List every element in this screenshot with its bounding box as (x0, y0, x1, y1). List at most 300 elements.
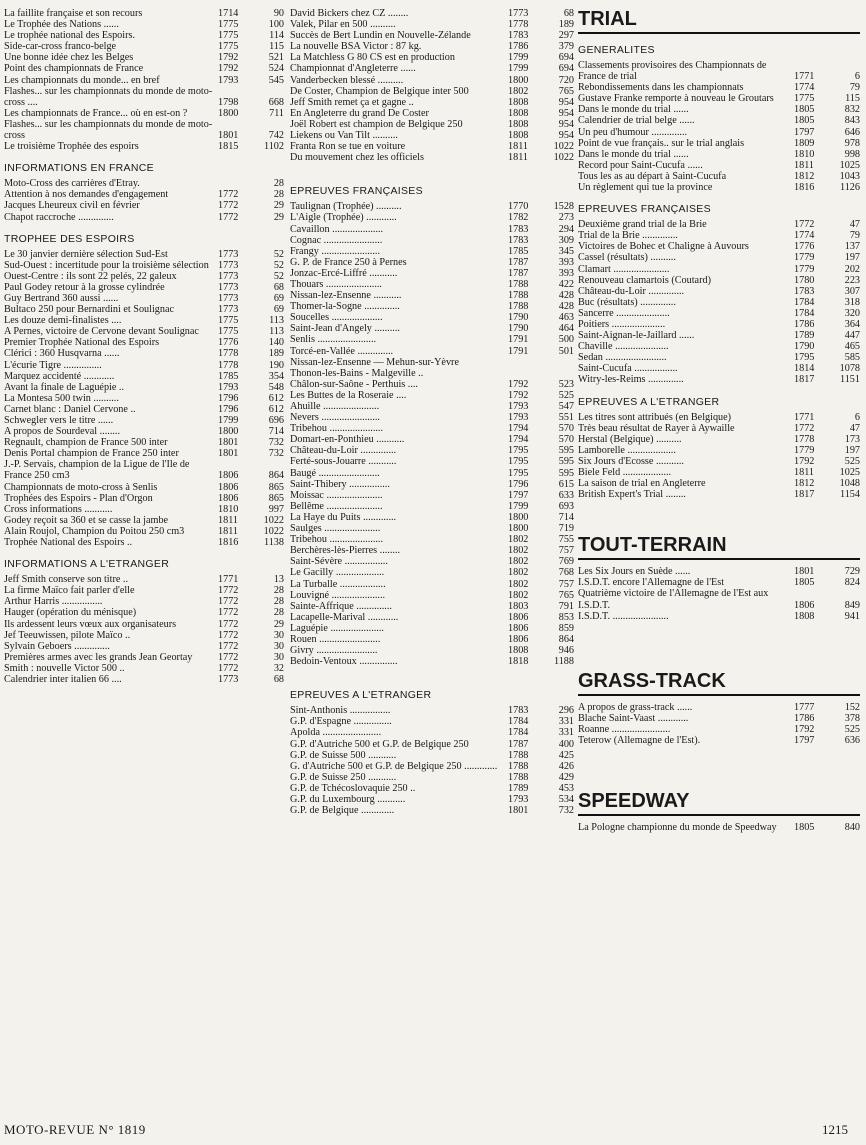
entry-issue-number: 1811 (508, 152, 528, 164)
section-heading: EPREUVES FRANÇAISES (578, 203, 711, 216)
index-entry (290, 86, 574, 97)
entry-page-number: 29 (273, 211, 284, 223)
entry-page-number: 29 (273, 618, 284, 630)
entry-title: L'Aigle (Trophée) ............ (290, 212, 397, 224)
entry-issue-number: 1790 (508, 323, 529, 335)
entry-page-number: 28 (273, 189, 284, 201)
entry-page-number: 464 (558, 323, 574, 335)
entry-title: Point de vue français.. sur le trial anglais (578, 137, 745, 149)
entry-title: G.P. de Suisse 500 ........... (290, 749, 397, 761)
index-entry (290, 75, 574, 86)
entry-issue-number: 1792 (794, 723, 815, 735)
entry-title: Tribehou ..................... (290, 534, 384, 546)
entry-title: Paul Godey retour à la grosse cylindrée (4, 281, 165, 293)
entry-title: Très beau résultat de Rayer à Aywaille (578, 422, 735, 434)
entry-page-number: 545 (268, 74, 284, 86)
entry-issue-number: 1786 (794, 318, 815, 330)
entry-issue-number: 1784 (508, 727, 529, 739)
index-entry (290, 434, 574, 445)
entry-title: La Matchless G 80 CS est en production (290, 52, 455, 64)
entry-issue-number: 1788 (508, 771, 529, 783)
section-heading: GENERALITES (578, 44, 655, 56)
entry-page-number: 612 (268, 392, 284, 404)
entry-issue-number: 1797 (508, 489, 529, 501)
entry-page-number: 524 (268, 63, 284, 75)
entry-page-number: 68 (273, 673, 284, 685)
entry-title: A Pernes, victoire de Cervone devant Soulignac (4, 326, 199, 338)
entry-page-number: 865 (268, 492, 284, 504)
entry-title: Moissac ...................... (290, 489, 383, 501)
entry-issue-number: 1772 (794, 422, 815, 434)
entry-page-number: 152 (844, 701, 860, 713)
entry-issue-number: 1784 (794, 307, 815, 319)
entry-title: Alain Roujol, Champion du Poitou 250 cm3 (4, 525, 185, 537)
entry-issue-number: 1784 (794, 296, 815, 308)
index-entry (578, 93, 860, 104)
heading-rule (578, 694, 860, 696)
index-entry (4, 482, 284, 493)
entry-title: British Expert's Trial ........ (578, 489, 686, 501)
entry-issue-number: 1788 (508, 749, 529, 761)
entry-issue-number: 1778 (218, 359, 239, 371)
entry-page-number: 28 (273, 178, 284, 190)
index-entry (578, 713, 860, 724)
index-entry (290, 456, 574, 467)
heading-rule (578, 32, 860, 34)
entry-page-number: 190 (268, 359, 284, 371)
index-entry (578, 264, 860, 275)
entry-page-number: 140 (268, 337, 284, 349)
entry-title: G.P. de Tchécoslovaquie 250 .. (290, 782, 416, 794)
entry-title: Les Six Jours en Suède ...... (578, 566, 691, 578)
entry-title: Domart-en-Ponthieu ........... (290, 434, 405, 446)
entry-page-number: 393 (558, 256, 574, 268)
entry-page-number: 595 (558, 467, 574, 479)
entry-issue-number: 1793 (508, 794, 529, 805)
index-entry (290, 212, 574, 223)
entry-page-number: 769 (558, 556, 574, 568)
entry-title: Herstal (Belgique) .......... (578, 433, 682, 445)
entry-issue-number: 1808 (508, 645, 529, 657)
index-entry (4, 348, 284, 359)
entry-issue-number: 1800 (218, 107, 239, 119)
section-heading: TROPHEE DES ESPOIRS (4, 232, 135, 245)
entry-issue-number: 1806 (794, 599, 815, 611)
entry-page-number: 28 (273, 607, 284, 619)
entry-issue-number: 1788 (508, 301, 529, 313)
entry-title: Le Trophée des Nations ...... (4, 19, 119, 31)
entry-title: Premier Trophée National des Espoirs (4, 337, 160, 349)
entry-page-number: 719 (558, 523, 574, 535)
entry-title: Ils ardessent leurs vœux aux organisateurs (4, 618, 177, 630)
entry-issue-number: 1790 (508, 312, 529, 324)
entry-title: Schwegler vers le titre ...... (4, 415, 114, 426)
index-entry (4, 75, 284, 86)
index-entry (290, 705, 574, 716)
index-entry (290, 556, 574, 567)
index-entry (578, 352, 860, 363)
index-entry (578, 149, 860, 160)
entry-page-number: 379 (558, 41, 574, 53)
entry-title: Moto-Cross des carrières d'Etray. (4, 178, 140, 190)
entry-issue-number: 1811 (508, 141, 528, 153)
entry-title: Championnat d'Angleterre ...... (290, 63, 416, 75)
entry-issue-number: 1783 (794, 285, 815, 297)
entry-issue-number: 1794 (508, 423, 529, 435)
index-entry (290, 739, 574, 750)
entry-page-number: 525 (558, 389, 574, 401)
entry-issue-number: 1772 (218, 640, 239, 652)
entry-issue-number: 1773 (218, 259, 239, 271)
entry-title: Tribehou ..................... (290, 423, 384, 435)
entry-page-number: 864 (558, 633, 574, 645)
index-entry (4, 515, 284, 526)
entry-page-number: 354 (268, 370, 284, 382)
entry-page-number: 465 (844, 341, 860, 353)
entry-issue-number: 1786 (794, 712, 815, 724)
entry-title: Tous les as au départ à Saint-Cucufa (578, 170, 727, 182)
index-entry (290, 312, 574, 323)
index-entry (290, 19, 574, 30)
entry-page-number: 570 (558, 434, 574, 446)
index-entry (290, 290, 574, 301)
entry-page-number: 525 (844, 723, 860, 735)
index-entry (290, 567, 574, 578)
entry-title: Les Buttes de la Roseraie .... (290, 389, 407, 401)
entry-page-number: 429 (558, 771, 574, 783)
entry-title: Nevers ....................... (290, 412, 380, 424)
index-entry (578, 434, 860, 445)
entry-issue-number: 1772 (218, 585, 239, 597)
entry-page-number: 115 (845, 93, 860, 105)
entry-issue-number: 1778 (508, 19, 529, 31)
entry-title: Marquez accidenté ............ (4, 370, 115, 382)
index-entry (290, 468, 574, 479)
entry-page-number: 548 (268, 381, 284, 393)
index-entry (290, 412, 574, 423)
entry-page-number: 100 (268, 19, 284, 31)
entry-page-number: 90 (273, 8, 284, 19)
index-entry (290, 201, 574, 212)
entry-page-number: 525 (844, 455, 860, 467)
entry-issue-number: 1802 (508, 545, 529, 557)
entry-issue-number: 1772 (794, 219, 815, 231)
category-heading-block (578, 8, 860, 34)
index-entry (578, 308, 860, 319)
entry-title: Les championnats du monde... en bref (4, 74, 160, 86)
entry-page-number: 843 (844, 115, 860, 127)
index-entry (290, 716, 574, 727)
entry-title: Ouest-Centre : ils sont 22 pelés, 22 galeux (4, 270, 177, 282)
entry-page-number: 345 (558, 245, 574, 257)
entry-title: Dans le monde du trial ...... (578, 104, 689, 116)
entry-page-number: 864 (268, 470, 284, 482)
category-heading: TRIAL (578, 8, 637, 30)
index-entry (4, 448, 284, 459)
entry-page-number: 28 (273, 596, 284, 608)
index-entry (4, 607, 284, 618)
entry-page-number: 32 (273, 662, 284, 674)
entry-issue-number: 1772 (218, 618, 239, 630)
entry-page-number: 732 (268, 448, 284, 460)
entry-page-number: 612 (268, 403, 284, 415)
entry-page-number: 28 (273, 585, 284, 597)
entry-page-number: 757 (558, 545, 574, 557)
entry-page-number: 6 (854, 71, 860, 83)
entry-issue-number: 1783 (508, 30, 529, 42)
entry-title: Soucelles .................... (290, 312, 383, 324)
entry-title: Sedan ........................ (578, 352, 667, 364)
entry-issue-number: 1803 (508, 600, 529, 612)
entry-title: Victoires de Bohec et Chaligne à Auvours (578, 241, 749, 253)
entry-page-number: 428 (558, 301, 574, 313)
entry-issue-number: 1796 (218, 403, 239, 415)
index-entry (4, 141, 284, 152)
index-entry (578, 445, 860, 456)
entry-issue-number: 1802 (508, 85, 529, 97)
entry-issue-number: 1789 (508, 782, 529, 794)
entry-page-number: 331 (558, 716, 574, 728)
entry-page-number: 1022 (263, 514, 284, 526)
entry-page-number: 1151 (840, 374, 860, 386)
entry-issue-number: 1801 (508, 805, 529, 817)
entry-page-number: 13 (273, 574, 284, 586)
index-entry (578, 182, 860, 193)
entry-title: Jacques Lheureux civil en février (4, 200, 140, 212)
entry-issue-number: 1783 (508, 223, 529, 235)
entry-page-number: 636 (844, 735, 860, 747)
page-number: 1215 (822, 1122, 848, 1137)
index-entry (290, 490, 574, 501)
entry-title: Smith : nouvelle Victor 500 .. (4, 662, 125, 674)
entry-issue-number: 1771 (794, 71, 815, 83)
category-heading-block (578, 534, 860, 560)
entry-issue-number: 1776 (218, 337, 239, 349)
entry-issue-number: 1792 (508, 378, 529, 390)
index-entry (4, 108, 284, 119)
entry-page-number: 714 (558, 511, 574, 523)
entry-title: Une bonne idée chez les Belges (4, 52, 134, 64)
index-entry (578, 319, 860, 330)
entry-issue-number: 1775 (218, 41, 239, 53)
entry-page-number: 307 (844, 285, 860, 297)
entry-title: Six Jours d'Ecosse ........... (578, 455, 684, 467)
index-entry (290, 346, 574, 357)
entry-issue-number: 1797 (794, 126, 815, 138)
entry-page-number: 997 (268, 503, 284, 515)
entry-title: Joël Robert est champion de Belgique 250 (290, 118, 463, 130)
index-entry (4, 260, 284, 271)
index-entry (290, 8, 574, 19)
entry-issue-number: 1802 (508, 567, 529, 579)
index-entry (290, 334, 574, 345)
entry-issue-number: 1812 (794, 170, 815, 182)
entry-page-number: 615 (558, 478, 574, 490)
entry-title: Jeff Smith remet ça et gagne .. (290, 96, 414, 108)
column-1 (4, 8, 284, 685)
index-entry (290, 379, 574, 390)
index-entry (4, 315, 284, 326)
entry-title: Guy Bertrand 360 aussi ...... (4, 292, 119, 304)
entry-issue-number: 1784 (508, 716, 529, 728)
index-entry (4, 630, 284, 641)
index-entry (578, 115, 860, 126)
entry-title: G. P. de France 250 à Pernes (290, 256, 407, 268)
entry-title: G.P. de Belgique ............. (290, 805, 395, 817)
entry-issue-number: 1714 (218, 8, 239, 19)
entry-title: Un peu d'humour .............. (578, 126, 688, 138)
index-entry (578, 588, 860, 610)
entry-page-number: 79 (849, 230, 860, 242)
index-entry (290, 501, 574, 512)
index-entry (290, 246, 574, 257)
entry-issue-number: 1790 (794, 341, 815, 353)
entry-title: Cassel (résultats) .......... (578, 252, 676, 264)
entry-title: Ahuille ...................... (290, 401, 380, 412)
entry-title: Dans le monde du trial ...... (578, 148, 689, 160)
entry-title: Saint-Cucufa ................. (578, 363, 678, 375)
entry-page-number: 425 (558, 749, 574, 761)
entry-issue-number: 1782 (508, 212, 529, 224)
index-entry (578, 566, 860, 577)
entry-title: Saint-Sévère ................. (290, 556, 388, 568)
entry-page-number: 68 (273, 281, 284, 293)
index-entry (578, 275, 860, 286)
entry-page-number: 1154 (840, 489, 860, 501)
entry-title: G.P. de Suisse 250 ........... (290, 771, 397, 783)
entry-title: Godey reçoit sa 360 et se casse la jambe (4, 514, 169, 526)
entry-page-number: 954 (558, 118, 574, 130)
entry-page-number: 189 (558, 19, 574, 31)
entry-title: Jef Teeuwissen, pilote Maïco .. (4, 629, 131, 641)
entry-title: Record pour Saint-Cucufa ...... (578, 159, 703, 171)
entry-issue-number: 1777 (794, 701, 815, 713)
index-entry (290, 130, 574, 141)
index-entry (4, 178, 284, 189)
entry-page-number: 595 (558, 445, 574, 457)
index-entry (578, 104, 860, 115)
entry-issue-number: 1773 (218, 248, 239, 260)
entry-issue-number: 1796 (218, 392, 239, 404)
index-entry (4, 526, 284, 537)
index-entry (290, 612, 574, 623)
entry-page-number: 998 (844, 148, 860, 160)
entry-title: J.-P. Servais, champion de la Ligue de l'Ile de France 250 cm3 (4, 459, 190, 482)
entry-title: Apolda ....................... (290, 727, 382, 739)
entry-issue-number: 1791 (508, 345, 529, 357)
index-entry (578, 252, 860, 263)
entry-issue-number: 1787 (508, 256, 529, 268)
index-entry (578, 478, 860, 489)
index-entry (4, 189, 284, 200)
entry-issue-number: 1793 (508, 401, 529, 412)
entry-issue-number: 1776 (794, 241, 815, 253)
index-entry (4, 404, 284, 415)
entry-title: La nouvelle BSA Victor : 87 kg. (290, 41, 422, 53)
entry-issue-number: 1802 (508, 534, 529, 546)
index-entry (290, 390, 574, 401)
entry-page-number: 865 (268, 481, 284, 493)
entry-page-number: 6 (854, 411, 860, 423)
entry-issue-number: 1774 (794, 82, 815, 94)
entry-page-number: 523 (558, 378, 574, 390)
entry-issue-number: 1810 (218, 503, 239, 515)
entry-issue-number: 1773 (218, 673, 239, 685)
entry-title: Le trophée national des Espoirs. (4, 30, 135, 42)
entry-title: Châlon-sur-Saône - Perthuis .... (290, 378, 418, 390)
entry-page-number: 1126 (840, 182, 860, 194)
entry-page-number: 585 (844, 352, 860, 364)
index-entry (290, 590, 574, 601)
entry-title: Sancerre ..................... (578, 307, 670, 319)
entry-title: Cross informations ........... (4, 503, 113, 515)
entry-title: Regnault, champion de France 500 inter (4, 437, 168, 449)
index-entry (4, 360, 284, 371)
entry-title: Givry ........................ (290, 645, 378, 657)
entry-title: Senlis ....................... (290, 334, 377, 346)
entry-page-number: 534 (558, 794, 574, 805)
entry-issue-number: 1799 (218, 415, 239, 426)
entry-title: Saulges ...................... (290, 523, 381, 535)
entry-issue-number: 1808 (508, 96, 529, 108)
entry-issue-number: 1812 (794, 478, 815, 490)
entry-page-number: 732 (558, 805, 574, 817)
entry-title: Chaville ..................... (578, 341, 669, 353)
index-entry (4, 574, 284, 585)
index-entry (290, 63, 574, 74)
entry-issue-number: 1797 (794, 735, 815, 747)
entry-issue-number: 1787 (508, 267, 529, 279)
entry-issue-number: 1785 (218, 370, 239, 382)
entry-title: En Angleterre du grand De Coster (290, 107, 429, 119)
entry-title: Flashes... sur les championnats du monde de moto-cross .... (4, 85, 213, 108)
entry-issue-number: 1815 (218, 141, 239, 153)
entry-page-number: 720 (558, 74, 574, 86)
entry-issue-number: 1811 (794, 467, 814, 478)
entry-title: G.P. d'Autriche 500 et G.P. de Belgique 250 (290, 738, 469, 750)
index-entry (578, 735, 860, 746)
index-entry (4, 200, 284, 211)
entry-issue-number: 1772 (218, 596, 239, 608)
entry-page-number: 113 (269, 315, 284, 327)
entry-title: Flashes... sur les championnats du monde de moto-cross (4, 118, 213, 142)
entry-page-number: 69 (273, 292, 284, 304)
entry-issue-number: 1795 (508, 445, 529, 457)
entry-title: Saint-Aignan-le-Jaillard ...... (578, 330, 695, 342)
entry-issue-number: 1779 (794, 252, 815, 264)
index-entry (578, 330, 860, 341)
entry-issue-number: 1778 (794, 433, 815, 445)
category-heading-block (578, 670, 860, 696)
index-entry (4, 596, 284, 607)
entry-title: De Coster, Champion de Belgique inter 500 (290, 85, 469, 97)
entry-title: Succès de Bert Lundin en Nouvelle-Zélande (290, 30, 471, 42)
entry-page-number: 1188 (554, 656, 574, 668)
entry-title: A propos de Sourdeval ........ (4, 426, 121, 438)
index-entry (4, 337, 284, 348)
entry-issue-number: 1806 (218, 492, 239, 504)
entry-issue-number: 1773 (218, 292, 239, 304)
entry-issue-number: 1791 (508, 334, 529, 346)
entry-issue-number: 1802 (508, 578, 529, 590)
entry-page-number: 941 (844, 610, 860, 622)
index-entry (290, 279, 574, 290)
entry-page-number: 765 (558, 589, 574, 601)
entry-issue-number: 1816 (794, 182, 815, 194)
entry-page-number: 840 (844, 822, 860, 834)
index-entry (290, 141, 574, 152)
entry-issue-number: 1810 (794, 148, 815, 160)
